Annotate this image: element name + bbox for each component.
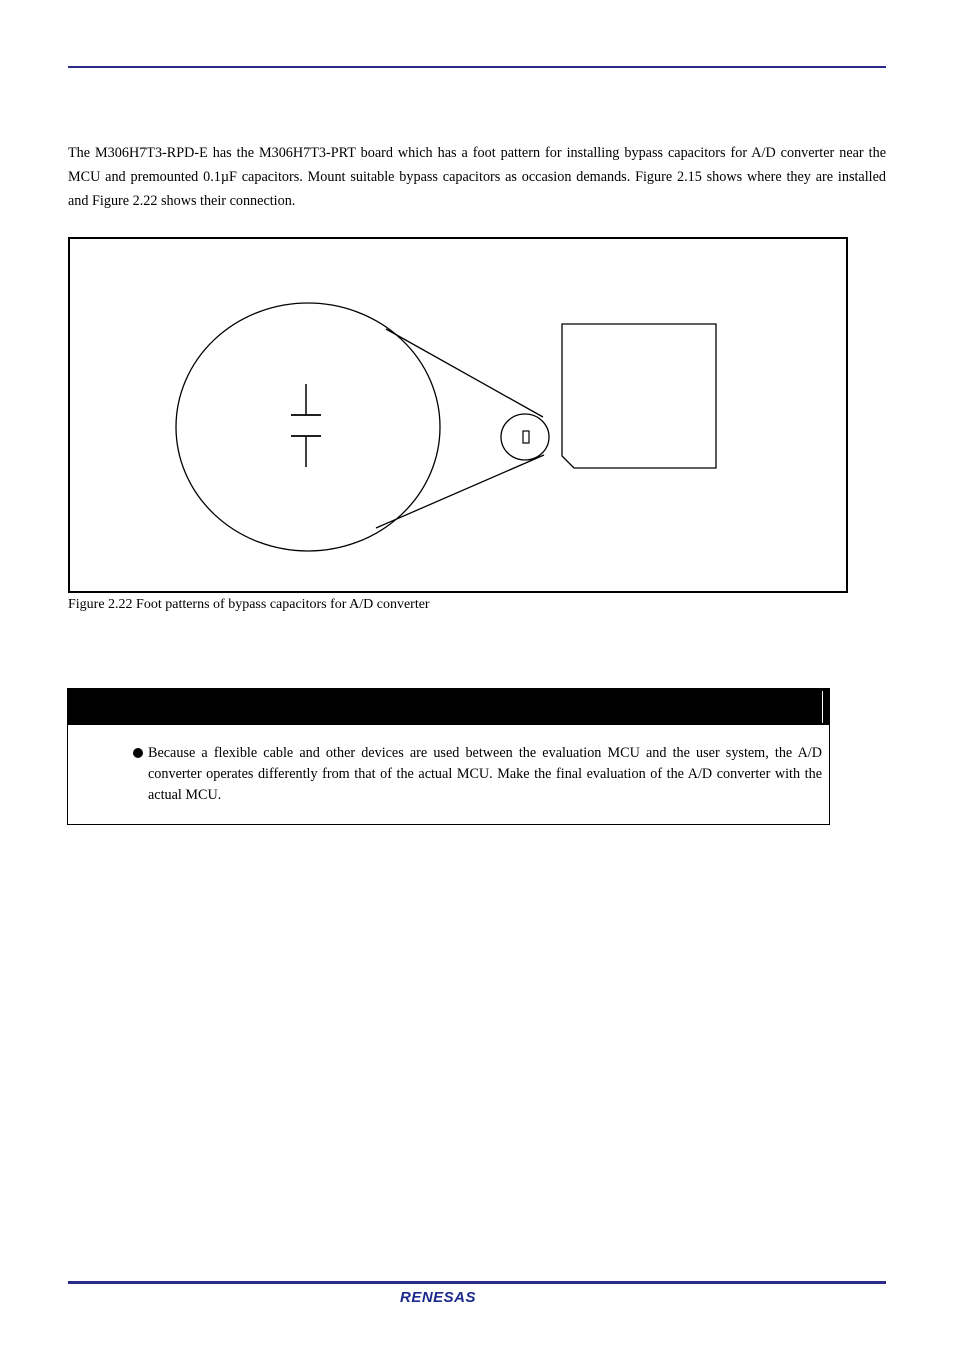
figure-frame: [68, 237, 848, 593]
mcu-package-outline: [562, 324, 716, 468]
renesas-logo: RENESAS: [400, 1289, 477, 1306]
leader-line-lower: [376, 455, 544, 528]
note-header-bar: [68, 689, 829, 725]
header-rule: [68, 66, 886, 68]
footer-rule: [68, 1281, 886, 1284]
bullet-icon: [133, 748, 143, 758]
magnified-spot-circle: [501, 414, 549, 460]
note-item: [148, 743, 822, 806]
figure-caption: Figure 2.22 Foot patterns of bypass capacitors for A/D converter: [68, 597, 430, 612]
magnified-view-circle: [176, 303, 440, 551]
leader-line-upper: [386, 329, 543, 417]
foot-pattern-diagram: [70, 239, 846, 591]
note-text: Because a flexible cable and other devices are used between the evaluation MCU and the user system, the A/D converter operates differently from that of the actual MCU. Make the final evaluation of the A/D converter with the actual MCU.: [148, 745, 822, 803]
capacitor-symbol: [291, 384, 321, 467]
note-header-divider: [822, 691, 823, 723]
body-paragraph: The M306H7T3-RPD-E has the M306H7T3-PRT board which has a foot pattern for installing bypass capacitors for A/D converter near the MCU and premounted 0.1µF capacitors. Mount suitable bypass capacitors as occasion demands. Figure 2.15 shows where they are installed and Figure 2.22 shows their connection.: [68, 145, 886, 209]
note-box: [67, 688, 830, 825]
